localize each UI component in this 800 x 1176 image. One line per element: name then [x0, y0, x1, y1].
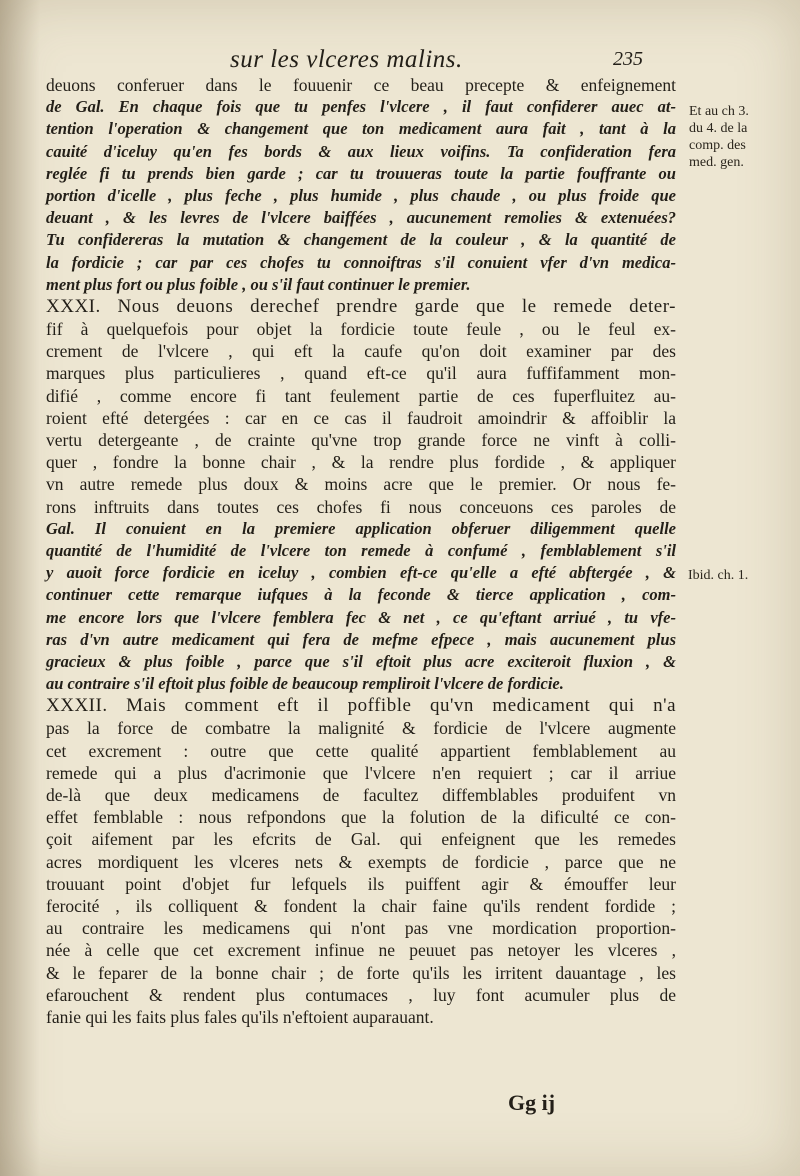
- text-line: acres mordiquent les vlceres nets & exempts de fordicie , parce que ne: [46, 851, 676, 872]
- text-line: de-là que deux medicamens de facultez diffemblables produifent vn: [46, 785, 676, 805]
- text-line: çoit aifement par les efcrits de Gal. qui enfeignent que les remedes: [46, 829, 676, 850]
- text-line: difié , comme encore fi tant feulement partie de ces fuperfluitez au-: [46, 385, 676, 406]
- text-line: quantité de l'humidité de l'vlcere ton remede à confumé , femblablement s'il: [46, 540, 676, 560]
- text-line: y auoit force fordicie en iceluy , combien eft-ce qu'elle a efté abftergée , &: [46, 563, 676, 583]
- text-line: gracieux & plus foible , parce que s'il eftoit plus acre exciteroit fluxion , &: [46, 651, 676, 671]
- text-line: & le feparer de la bonne chair ; de forte qu'ils les irritent dauantage , les: [46, 962, 676, 983]
- text-line: crement de l'vlcere , qui eft la caufe qu'on doit examiner par des: [46, 341, 676, 362]
- text-line: ment plus fort ou plus foible , ou s'il faut continuer le premier.: [46, 274, 471, 294]
- text-line: roient efté detergées : car en ce cas il faudroit amoindrir & affoiblir la: [46, 407, 676, 428]
- margin-note-reference-1: [689, 103, 749, 171]
- text-line: cet excrement : outre que cette qualité appartient femblablement au: [46, 740, 676, 761]
- text-line: effet femblable : nous refpondons que la folution de la dificulté ce con-: [46, 807, 676, 828]
- text-line: portion d'icelle , plus feche , plus humide , plus chaude , ou plus froide que: [46, 185, 676, 205]
- margin-note-line: Et au ch 3.: [689, 104, 749, 119]
- text-line: de Gal. En chaque fois que tu penfes l'vlcere , il faut confiderer auec at-: [46, 97, 676, 117]
- margin-note-line: du 4. de la: [689, 121, 748, 136]
- text-line: vertu detergeante , de crainte qu'vne trop grande force ne vinft à colli-: [46, 430, 676, 450]
- text-line: me encore lors que l'vlcere femblera fec & net , ce qu'eftant arriué , tu vfe-: [46, 607, 676, 627]
- text-line: trouuant point d'objet fur lefquels ils puiffent agir & émouffer leur: [46, 873, 676, 894]
- text-line: efarouchent & rendent plus contumaces , luy font acumuler plus de: [46, 984, 676, 1005]
- text-line: fif à quelquefois pour objet la fordicie toute feule , ou le feul ex-: [46, 319, 676, 340]
- signature-mark: Gg ij: [508, 1090, 556, 1115]
- margin-note-line: med. gen.: [689, 155, 744, 170]
- text-line: rons inftruits dans toutes ces chofes fi nous conceuons ces paroles de: [46, 496, 676, 517]
- margin-note-line: comp. des: [689, 138, 746, 153]
- gutter-shadow: [0, 0, 40, 1176]
- body-text: [46, 74, 676, 1028]
- text-line: quer , fondre la bonne chair , & la rendre plus fordide , & appliquer: [46, 452, 676, 473]
- text-line: au contraire s'il eftoit plus foible de beaucoup rempliroit l'vlcere de fordicie.: [46, 674, 564, 694]
- text-line: remede qui a plus d'acrimonie que l'vlcere n'en requiert ; car il arriue: [46, 762, 676, 783]
- text-line: la fordicie ; car par ces chofes tu connoiftras s'il conuient vfer d'vn medica-: [46, 252, 676, 272]
- text-line: ferocité , ils colliquent & fondent la chair faine qu'ils rendent fordide ;: [46, 895, 676, 916]
- margin-note-reference-2: Ibid. ch. 1.: [688, 568, 749, 583]
- text-line: deuons conferuer dans le fouuenir ce beau precepte & enfeignement: [46, 75, 676, 95]
- running-head: sur les vlceres malins.: [230, 46, 463, 73]
- text-line: tention l'operation & changement que ton medicament aura fait , tant à la: [46, 119, 676, 139]
- text-line: vn autre remede plus doux & moins acre que le premier. Or nous fe-: [46, 474, 676, 495]
- text-line: reglée fi tu prends bien garde ; car tu trouueras toute la partie fouffrante ou: [46, 163, 676, 183]
- text-line: cauité d'iceluy qu'en fes bords & aux lieux voifins. Ta confideration fera: [46, 141, 676, 161]
- text-line: au contraire les medicamens qui n'ont pas vne mordication proportion-: [46, 918, 676, 939]
- section-xxxi-first-line: XXXI. Nous deuons derechef prendre garde que le remede deter-: [46, 295, 676, 317]
- section-xxxii-first-line: XXXII. Mais comment eft il poffible qu'vn medicament qui n'a: [46, 695, 676, 717]
- text-line: deuant , & les levres de l'vlcere baiffées , aucunement remolies & extenuées?: [46, 208, 676, 228]
- text-line: Gal. Il conuient en la premiere application obferuer diligemment quelle: [46, 518, 676, 538]
- text-line: Tu confidereras la mutation & changement de la couleur , & la quantité de: [46, 230, 676, 250]
- text-line: ras d'vn autre medicament qui fera de mefme efpece , mais aucunement plus: [46, 629, 676, 649]
- text-line: née à celle que cet excrement infinue ne peuuet pas netoyer les vlceres ,: [46, 940, 676, 961]
- text-line: fanie qui les faits plus fales qu'ils n'eftoient auparauant.: [46, 1006, 434, 1027]
- text-line: marques plus particulieres , quand eft-ce qu'il aura fuffifamment mon-: [46, 363, 676, 384]
- page-number: 235: [613, 48, 643, 70]
- text-line: continuer cette remarque iufques à la feconde & tierce application , com-: [46, 585, 676, 605]
- text-line: pas la force de combatre la malignité & fordicie de l'vlcere augmente: [46, 718, 676, 739]
